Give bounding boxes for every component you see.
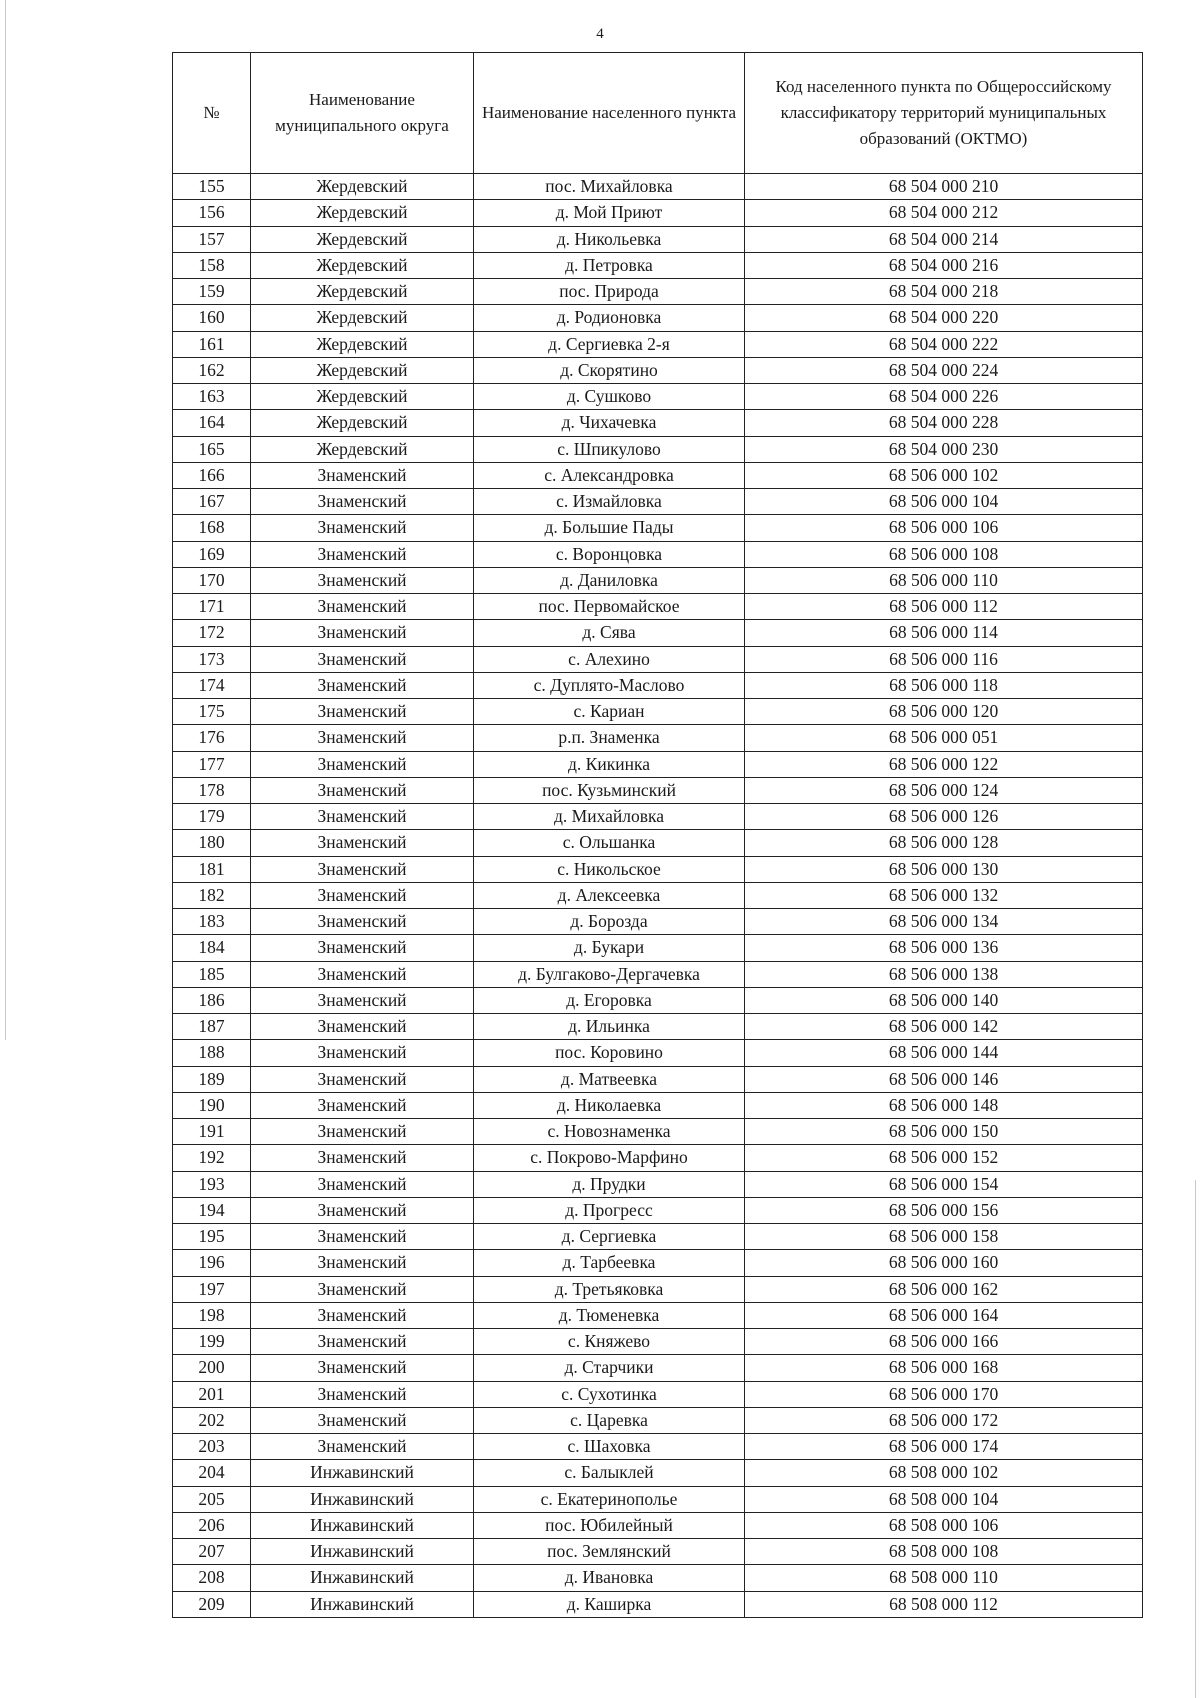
table-row <box>173 357 1143 383</box>
district-name: Инжавинский <box>251 1486 474 1512</box>
table-row <box>173 1539 1143 1565</box>
settlement-name: д. Прогресс <box>474 1197 745 1223</box>
district-name: Знаменский <box>251 1092 474 1118</box>
table-row <box>173 200 1143 226</box>
settlement-name: д. Борозда <box>474 909 745 935</box>
settlement-name: д. Николаевка <box>474 1092 745 1118</box>
settlement-name: с. Дуплято-Маслово <box>474 672 745 698</box>
oktmo-code: 68 504 000 220 <box>745 305 1143 331</box>
row-number: 198 <box>173 1302 251 1328</box>
row-number: 173 <box>173 646 251 672</box>
row-number: 167 <box>173 489 251 515</box>
oktmo-code: 68 506 000 140 <box>745 987 1143 1013</box>
row-number: 191 <box>173 1119 251 1145</box>
page-number: 4 <box>596 26 604 42</box>
settlement-name: д. Сергиевка 2-я <box>474 331 745 357</box>
settlement-name: д. Ильинка <box>474 1014 745 1040</box>
row-number: 186 <box>173 987 251 1013</box>
district-name: Жердевский <box>251 384 474 410</box>
row-number: 163 <box>173 384 251 410</box>
district-name: Знаменский <box>251 567 474 593</box>
row-number: 174 <box>173 672 251 698</box>
table-row <box>173 1565 1143 1591</box>
oktmo-code: 68 506 000 122 <box>745 751 1143 777</box>
oktmo-code: 68 508 000 102 <box>745 1460 1143 1486</box>
row-number: 164 <box>173 410 251 436</box>
district-name: Знаменский <box>251 777 474 803</box>
district-name: Знаменский <box>251 1197 474 1223</box>
oktmo-code: 68 504 000 214 <box>745 226 1143 252</box>
oktmo-code: 68 504 000 224 <box>745 357 1143 383</box>
table-row <box>173 1591 1143 1617</box>
oktmo-code: 68 506 000 112 <box>745 594 1143 620</box>
settlement-name: с. Новознаменка <box>474 1119 745 1145</box>
district-name: Инжавинский <box>251 1539 474 1565</box>
row-number: 178 <box>173 777 251 803</box>
table-row <box>173 1197 1143 1223</box>
table-row <box>173 1381 1143 1407</box>
row-number: 189 <box>173 1066 251 1092</box>
row-number: 207 <box>173 1539 251 1565</box>
district-name: Знаменский <box>251 987 474 1013</box>
oktmo-code: 68 508 000 106 <box>745 1512 1143 1538</box>
district-name: Знаменский <box>251 1276 474 1302</box>
table-row <box>173 384 1143 410</box>
oktmo-code: 68 508 000 112 <box>745 1591 1143 1617</box>
settlement-name: д. Булгаково-Дергачевка <box>474 961 745 987</box>
row-number: 159 <box>173 279 251 305</box>
district-name: Инжавинский <box>251 1460 474 1486</box>
settlement-name: д. Прудки <box>474 1171 745 1197</box>
oktmo-code: 68 506 000 104 <box>745 489 1143 515</box>
table-row <box>173 1460 1143 1486</box>
settlement-name: д. Мой Приют <box>474 200 745 226</box>
settlement-name: д. Никольевка <box>474 226 745 252</box>
settlement-name: с. Екатеринополье <box>474 1486 745 1512</box>
row-number: 177 <box>173 751 251 777</box>
district-name: Знаменский <box>251 882 474 908</box>
table-header <box>173 53 1143 174</box>
table-row <box>173 1014 1143 1040</box>
oktmo-code: 68 506 000 130 <box>745 856 1143 882</box>
settlement-name: с. Никольское <box>474 856 745 882</box>
row-number: 158 <box>173 252 251 278</box>
oktmo-code: 68 508 000 108 <box>745 1539 1143 1565</box>
table-row <box>173 804 1143 830</box>
row-number: 197 <box>173 1276 251 1302</box>
table-row <box>173 174 1143 200</box>
table-row <box>173 331 1143 357</box>
oktmo-code: 68 506 000 154 <box>745 1171 1143 1197</box>
table-row <box>173 751 1143 777</box>
oktmo-code: 68 506 000 134 <box>745 909 1143 935</box>
district-name: Знаменский <box>251 1407 474 1433</box>
table-row <box>173 1355 1143 1381</box>
district-name: Знаменский <box>251 699 474 725</box>
table-row <box>173 489 1143 515</box>
table-row <box>173 226 1143 252</box>
oktmo-code: 68 504 000 218 <box>745 279 1143 305</box>
table-row <box>173 1040 1143 1066</box>
header-settlement: Наименование населенного пункта <box>474 53 745 174</box>
table-row <box>173 1407 1143 1433</box>
settlement-name: с. Покрово-Марфино <box>474 1145 745 1171</box>
settlement-name: с. Шаховка <box>474 1434 745 1460</box>
oktmo-code: 68 506 000 164 <box>745 1302 1143 1328</box>
row-number: 192 <box>173 1145 251 1171</box>
district-name: Знаменский <box>251 462 474 488</box>
settlement-name: д. Михайловка <box>474 804 745 830</box>
district-name: Инжавинский <box>251 1512 474 1538</box>
table-row <box>173 1329 1143 1355</box>
oktmo-code: 68 506 000 144 <box>745 1040 1143 1066</box>
oktmo-code: 68 506 000 136 <box>745 935 1143 961</box>
district-name: Знаменский <box>251 804 474 830</box>
table-body <box>173 174 1143 1618</box>
table-row <box>173 462 1143 488</box>
header-number: № <box>173 53 251 174</box>
district-name: Знаменский <box>251 961 474 987</box>
district-name: Знаменский <box>251 909 474 935</box>
settlement-name: д. Букари <box>474 935 745 961</box>
settlement-name: д. Старчики <box>474 1355 745 1381</box>
oktmo-code: 68 506 000 148 <box>745 1092 1143 1118</box>
oktmo-code: 68 506 000 110 <box>745 567 1143 593</box>
district-name: Знаменский <box>251 1434 474 1460</box>
district-name: Жердевский <box>251 252 474 278</box>
settlement-name: с. Александровка <box>474 462 745 488</box>
district-name: Знаменский <box>251 935 474 961</box>
oktmo-code: 68 506 000 114 <box>745 620 1143 646</box>
row-number: 157 <box>173 226 251 252</box>
settlement-name: д. Ивановка <box>474 1565 745 1591</box>
district-name: Знаменский <box>251 1250 474 1276</box>
row-number: 202 <box>173 1407 251 1433</box>
oktmo-code: 68 506 000 106 <box>745 515 1143 541</box>
oktmo-code: 68 506 000 166 <box>745 1329 1143 1355</box>
row-number: 200 <box>173 1355 251 1381</box>
oktmo-code: 68 504 000 222 <box>745 331 1143 357</box>
row-number: 203 <box>173 1434 251 1460</box>
table-row <box>173 777 1143 803</box>
table-row <box>173 882 1143 908</box>
oktmo-code: 68 506 000 156 <box>745 1197 1143 1223</box>
table-row <box>173 725 1143 751</box>
table-row <box>173 541 1143 567</box>
settlement-name: пос. Михайловка <box>474 174 745 200</box>
table-row <box>173 672 1143 698</box>
oktmo-code: 68 506 000 146 <box>745 1066 1143 1092</box>
row-number: 181 <box>173 856 251 882</box>
table-row <box>173 987 1143 1013</box>
oktmo-table <box>172 52 1143 1618</box>
oktmo-code: 68 504 000 216 <box>745 252 1143 278</box>
row-number: 165 <box>173 436 251 462</box>
row-number: 156 <box>173 200 251 226</box>
table-row <box>173 699 1143 725</box>
table-row <box>173 830 1143 856</box>
table-row <box>173 1302 1143 1328</box>
oktmo-code: 68 506 000 174 <box>745 1434 1143 1460</box>
district-name: Знаменский <box>251 515 474 541</box>
oktmo-code: 68 508 000 104 <box>745 1486 1143 1512</box>
row-number: 184 <box>173 935 251 961</box>
settlement-name: д. Алексеевка <box>474 882 745 908</box>
district-name: Знаменский <box>251 646 474 672</box>
district-name: Жердевский <box>251 226 474 252</box>
district-name: Жердевский <box>251 410 474 436</box>
district-name: Жердевский <box>251 174 474 200</box>
district-name: Жердевский <box>251 279 474 305</box>
district-name: Знаменский <box>251 751 474 777</box>
district-name: Инжавинский <box>251 1591 474 1617</box>
table-row <box>173 305 1143 331</box>
row-number: 201 <box>173 1381 251 1407</box>
oktmo-code: 68 506 000 126 <box>745 804 1143 830</box>
settlement-name: с. Балыклей <box>474 1460 745 1486</box>
oktmo-code: 68 506 000 138 <box>745 961 1143 987</box>
table-row <box>173 410 1143 436</box>
district-name: Знаменский <box>251 1302 474 1328</box>
district-name: Знаменский <box>251 1014 474 1040</box>
oktmo-code: 68 506 000 160 <box>745 1250 1143 1276</box>
table-row <box>173 1276 1143 1302</box>
row-number: 194 <box>173 1197 251 1223</box>
table-row <box>173 515 1143 541</box>
row-number: 187 <box>173 1014 251 1040</box>
settlement-name: д. Сушково <box>474 384 745 410</box>
settlement-name: пос. Природа <box>474 279 745 305</box>
settlement-name: с. Кариан <box>474 699 745 725</box>
table-row <box>173 436 1143 462</box>
row-number: 170 <box>173 567 251 593</box>
oktmo-code: 68 506 000 162 <box>745 1276 1143 1302</box>
district-name: Знаменский <box>251 1355 474 1381</box>
oktmo-code: 68 506 000 150 <box>745 1119 1143 1145</box>
district-name: Знаменский <box>251 541 474 567</box>
district-name: Знаменский <box>251 672 474 698</box>
settlement-name: д. Большие Пады <box>474 515 745 541</box>
settlement-name: д. Кикинка <box>474 751 745 777</box>
district-name: Знаменский <box>251 1171 474 1197</box>
row-number: 182 <box>173 882 251 908</box>
row-number: 161 <box>173 331 251 357</box>
district-name: Знаменский <box>251 1329 474 1355</box>
oktmo-code: 68 506 000 051 <box>745 725 1143 751</box>
district-name: Знаменский <box>251 830 474 856</box>
settlement-name: пос. Землянский <box>474 1539 745 1565</box>
oktmo-code: 68 504 000 228 <box>745 410 1143 436</box>
table-row <box>173 1171 1143 1197</box>
settlement-name: д. Чихачевка <box>474 410 745 436</box>
settlement-name: с. Ольшанка <box>474 830 745 856</box>
row-number: 185 <box>173 961 251 987</box>
settlement-name: д. Петровка <box>474 252 745 278</box>
oktmo-code: 68 506 000 168 <box>745 1355 1143 1381</box>
settlement-name: д. Тарбеевка <box>474 1250 745 1276</box>
table-row <box>173 1512 1143 1538</box>
table-row <box>173 1434 1143 1460</box>
scan-edge-left <box>5 0 6 1040</box>
settlement-name: с. Воронцовка <box>474 541 745 567</box>
header-district: Наименование муниципального округа <box>251 53 474 174</box>
settlement-name: с. Измайловка <box>474 489 745 515</box>
table-row <box>173 909 1143 935</box>
district-name: Жердевский <box>251 331 474 357</box>
district-name: Знаменский <box>251 489 474 515</box>
settlement-name: д. Родионовка <box>474 305 745 331</box>
row-number: 183 <box>173 909 251 935</box>
oktmo-code: 68 506 000 124 <box>745 777 1143 803</box>
row-number: 205 <box>173 1486 251 1512</box>
settlement-name: д. Скорятино <box>474 357 745 383</box>
oktmo-code: 68 506 000 108 <box>745 541 1143 567</box>
settlement-name: с. Алехино <box>474 646 745 672</box>
district-name: Знаменский <box>251 1224 474 1250</box>
oktmo-code: 68 506 000 120 <box>745 699 1143 725</box>
district-name: Жердевский <box>251 436 474 462</box>
table-row <box>173 594 1143 620</box>
oktmo-code: 68 504 000 212 <box>745 200 1143 226</box>
district-name: Знаменский <box>251 594 474 620</box>
oktmo-code: 68 506 000 170 <box>745 1381 1143 1407</box>
district-name: Жердевский <box>251 305 474 331</box>
settlement-name: д. Сява <box>474 620 745 646</box>
settlement-name: д. Егоровка <box>474 987 745 1013</box>
row-number: 188 <box>173 1040 251 1066</box>
scan-edge-right <box>1195 1180 1196 1698</box>
table-row <box>173 1486 1143 1512</box>
district-name: Знаменский <box>251 856 474 882</box>
table-row <box>173 646 1143 672</box>
district-name: Инжавинский <box>251 1565 474 1591</box>
district-name: Знаменский <box>251 620 474 646</box>
oktmo-code: 68 508 000 110 <box>745 1565 1143 1591</box>
table-row <box>173 567 1143 593</box>
settlement-name: д. Даниловка <box>474 567 745 593</box>
row-number: 204 <box>173 1460 251 1486</box>
settlement-name: с. Сухотинка <box>474 1381 745 1407</box>
settlement-name: р.п. Знаменка <box>474 725 745 751</box>
settlement-name: пос. Коровино <box>474 1040 745 1066</box>
oktmo-code: 68 506 000 116 <box>745 646 1143 672</box>
table-row <box>173 1145 1143 1171</box>
settlement-name: с. Княжево <box>474 1329 745 1355</box>
row-number: 171 <box>173 594 251 620</box>
row-number: 193 <box>173 1171 251 1197</box>
district-name: Знаменский <box>251 725 474 751</box>
row-number: 209 <box>173 1591 251 1617</box>
table-row <box>173 1119 1143 1145</box>
settlement-name: с. Царевка <box>474 1407 745 1433</box>
settlement-name: с. Шпикулово <box>474 436 745 462</box>
oktmo-code: 68 506 000 132 <box>745 882 1143 908</box>
row-number: 160 <box>173 305 251 331</box>
row-number: 179 <box>173 804 251 830</box>
row-number: 162 <box>173 357 251 383</box>
row-number: 190 <box>173 1092 251 1118</box>
oktmo-code: 68 504 000 210 <box>745 174 1143 200</box>
settlement-name: д. Матвеевка <box>474 1066 745 1092</box>
table-row <box>173 620 1143 646</box>
settlement-name: пос. Первомайское <box>474 594 745 620</box>
table-row <box>173 856 1143 882</box>
district-name: Знаменский <box>251 1066 474 1092</box>
table-row <box>173 1066 1143 1092</box>
settlement-name: д. Тюменевка <box>474 1302 745 1328</box>
district-name: Жердевский <box>251 200 474 226</box>
row-number: 166 <box>173 462 251 488</box>
row-number: 155 <box>173 174 251 200</box>
table-row <box>173 961 1143 987</box>
row-number: 208 <box>173 1565 251 1591</box>
settlement-name: д. Каширка <box>474 1591 745 1617</box>
row-number: 176 <box>173 725 251 751</box>
oktmo-code: 68 504 000 230 <box>745 436 1143 462</box>
header-row <box>173 53 1143 174</box>
oktmo-code: 68 506 000 118 <box>745 672 1143 698</box>
district-name: Знаменский <box>251 1145 474 1171</box>
district-name: Знаменский <box>251 1119 474 1145</box>
row-number: 206 <box>173 1512 251 1538</box>
row-number: 175 <box>173 699 251 725</box>
table-row <box>173 1092 1143 1118</box>
table-row <box>173 279 1143 305</box>
settlement-name: д. Сергиевка <box>474 1224 745 1250</box>
header-oktmo-code: Код населенного пункта по Общероссийскому классификатору территорий муниципальных образований (ОКТМО) <box>745 53 1143 174</box>
district-name: Знаменский <box>251 1040 474 1066</box>
table-row <box>173 1250 1143 1276</box>
district-name: Жердевский <box>251 357 474 383</box>
table-row <box>173 935 1143 961</box>
oktmo-code: 68 506 000 102 <box>745 462 1143 488</box>
oktmo-code: 68 506 000 142 <box>745 1014 1143 1040</box>
row-number: 199 <box>173 1329 251 1355</box>
settlement-name: д. Третьяковка <box>474 1276 745 1302</box>
settlement-name: пос. Кузьминский <box>474 777 745 803</box>
oktmo-code: 68 504 000 226 <box>745 384 1143 410</box>
table-row <box>173 252 1143 278</box>
district-name: Знаменский <box>251 1381 474 1407</box>
table-row <box>173 1224 1143 1250</box>
row-number: 168 <box>173 515 251 541</box>
oktmo-code: 68 506 000 158 <box>745 1224 1143 1250</box>
row-number: 172 <box>173 620 251 646</box>
row-number: 196 <box>173 1250 251 1276</box>
row-number: 169 <box>173 541 251 567</box>
oktmo-code: 68 506 000 172 <box>745 1407 1143 1433</box>
row-number: 195 <box>173 1224 251 1250</box>
settlement-name: пос. Юбилейный <box>474 1512 745 1538</box>
row-number: 180 <box>173 830 251 856</box>
oktmo-code: 68 506 000 128 <box>745 830 1143 856</box>
oktmo-code: 68 506 000 152 <box>745 1145 1143 1171</box>
